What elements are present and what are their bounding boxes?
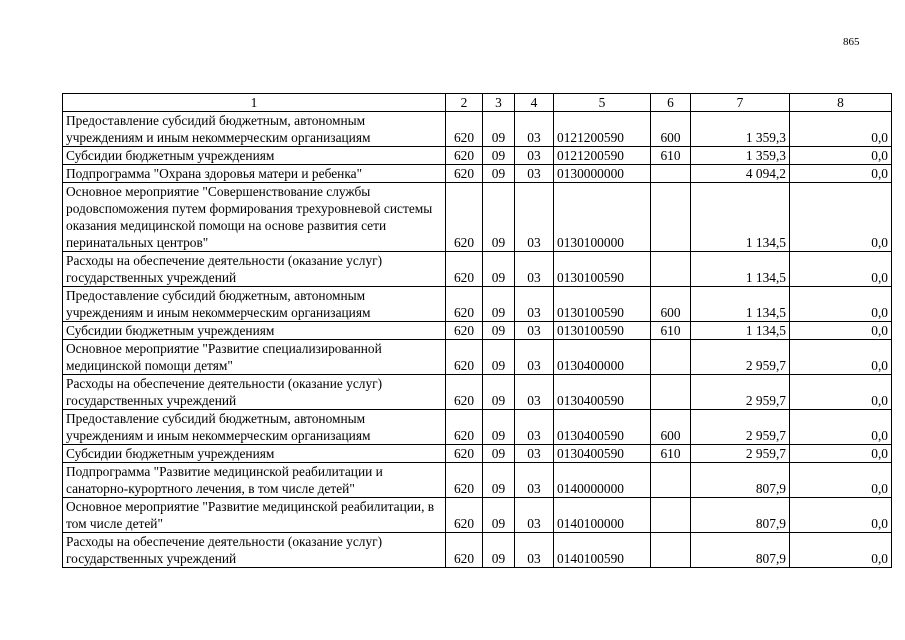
- row-subsection-code: 03: [515, 287, 554, 322]
- row-subsection-code: 03: [515, 498, 554, 533]
- row-amount-2: 0,0: [790, 165, 892, 183]
- row-expense-type: 610: [651, 147, 691, 165]
- row-name: Предоставление субсидий бюджетным, автономным учреждениям и иным некоммерческим организациям: [63, 287, 446, 322]
- row-name: Предоставление субсидий бюджетным, автономным учреждениям и иным некоммерческим организациям: [63, 410, 446, 445]
- row-subsection-code: 03: [515, 445, 554, 463]
- row-amount-2: 0,0: [790, 287, 892, 322]
- row-section-code: 09: [483, 147, 515, 165]
- row-ministry-code: 620: [446, 183, 483, 252]
- row-section-code: 09: [483, 340, 515, 375]
- row-target-code: 0130400590: [554, 445, 651, 463]
- row-amount: 4 094,2: [691, 165, 790, 183]
- row-amount: 1 359,3: [691, 147, 790, 165]
- table-row: [63, 183, 892, 252]
- row-section-code: 09: [483, 287, 515, 322]
- row-ministry-code: 620: [446, 112, 483, 147]
- row-expense-type: [651, 252, 691, 287]
- row-name: Основное мероприятие "Развитие специализированной медицинской помощи детям": [63, 340, 446, 375]
- row-subsection-code: 03: [515, 533, 554, 568]
- header-col-7: 7: [691, 94, 790, 112]
- row-subsection-code: 03: [515, 340, 554, 375]
- row-expense-type: [651, 165, 691, 183]
- row-target-code: 0121200590: [554, 147, 651, 165]
- row-expense-type: [651, 340, 691, 375]
- row-amount: 807,9: [691, 463, 790, 498]
- row-target-code: 0130100000: [554, 183, 651, 252]
- row-target-code: 0130000000: [554, 165, 651, 183]
- row-section-code: 09: [483, 322, 515, 340]
- row-name: Предоставление субсидий бюджетным, автономным учреждениям и иным некоммерческим организациям: [63, 112, 446, 147]
- row-amount-2: 0,0: [790, 375, 892, 410]
- row-subsection-code: 03: [515, 252, 554, 287]
- row-amount: 2 959,7: [691, 375, 790, 410]
- table-row: [63, 375, 892, 410]
- row-name: Расходы на обеспечение деятельности (оказание услуг) государственных учреждений: [63, 375, 446, 410]
- row-name: Субсидии бюджетным учреждениям: [63, 322, 446, 340]
- row-amount: 1 359,3: [691, 112, 790, 147]
- row-section-code: 09: [483, 498, 515, 533]
- row-section-code: 09: [483, 252, 515, 287]
- row-section-code: 09: [483, 375, 515, 410]
- row-ministry-code: 620: [446, 375, 483, 410]
- row-amount: 2 959,7: [691, 410, 790, 445]
- row-ministry-code: 620: [446, 498, 483, 533]
- row-expense-type: 610: [651, 322, 691, 340]
- row-target-code: 0140100590: [554, 533, 651, 568]
- row-name: Расходы на обеспечение деятельности (оказание услуг) государственных учреждений: [63, 533, 446, 568]
- header-col-4: 4: [515, 94, 554, 112]
- row-amount-2: 0,0: [790, 463, 892, 498]
- row-amount-2: 0,0: [790, 252, 892, 287]
- page-number: 865: [843, 36, 860, 48]
- row-amount: 1 134,5: [691, 287, 790, 322]
- table-row: [63, 533, 892, 568]
- row-name: Расходы на обеспечение деятельности (оказание услуг) государственных учреждений: [63, 252, 446, 287]
- row-target-code: 0140000000: [554, 463, 651, 498]
- row-amount: 1 134,5: [691, 322, 790, 340]
- row-expense-type: 600: [651, 112, 691, 147]
- row-amount: 807,9: [691, 533, 790, 568]
- table-row: [63, 445, 892, 463]
- row-name: Подпрограмма "Развитие медицинской реабилитации и санаторно-курортного лечения, в том числе детей": [63, 463, 446, 498]
- row-ministry-code: 620: [446, 445, 483, 463]
- row-amount: 807,9: [691, 498, 790, 533]
- table-row: [63, 287, 892, 322]
- table-row: [63, 252, 892, 287]
- row-expense-type: 600: [651, 287, 691, 322]
- row-amount-2: 0,0: [790, 112, 892, 147]
- row-expense-type: [651, 183, 691, 252]
- header-row: [63, 94, 892, 112]
- row-target-code: 0121200590: [554, 112, 651, 147]
- row-ministry-code: 620: [446, 322, 483, 340]
- row-name: Основное мероприятие "Развитие медицинской реабилитации, в том числе детей": [63, 498, 446, 533]
- row-ministry-code: 620: [446, 410, 483, 445]
- header-col-8: 8: [790, 94, 892, 112]
- row-expense-type: [651, 375, 691, 410]
- table-row: [63, 322, 892, 340]
- row-target-code: 0130100590: [554, 322, 651, 340]
- row-amount-2: 0,0: [790, 322, 892, 340]
- header-col-3: 3: [483, 94, 515, 112]
- row-amount-2: 0,0: [790, 445, 892, 463]
- row-expense-type: [651, 463, 691, 498]
- row-section-code: 09: [483, 183, 515, 252]
- row-expense-type: [651, 498, 691, 533]
- row-amount-2: 0,0: [790, 533, 892, 568]
- table-row: [63, 112, 892, 147]
- row-amount-2: 0,0: [790, 183, 892, 252]
- table-row: [63, 463, 892, 498]
- table-row: [63, 165, 892, 183]
- row-ministry-code: 620: [446, 252, 483, 287]
- row-target-code: 0130400590: [554, 375, 651, 410]
- header-col-1: 1: [63, 94, 446, 112]
- row-target-code: 0140100000: [554, 498, 651, 533]
- header-col-2: 2: [446, 94, 483, 112]
- header-col-5: 5: [554, 94, 651, 112]
- row-target-code: 0130400590: [554, 410, 651, 445]
- row-section-code: 09: [483, 445, 515, 463]
- row-name: Субсидии бюджетным учреждениям: [63, 147, 446, 165]
- row-name: Подпрограмма "Охрана здоровья матери и ребенка": [63, 165, 446, 183]
- row-subsection-code: 03: [515, 410, 554, 445]
- row-section-code: 09: [483, 165, 515, 183]
- row-subsection-code: 03: [515, 147, 554, 165]
- row-expense-type: [651, 533, 691, 568]
- row-subsection-code: 03: [515, 463, 554, 498]
- table-row: [63, 498, 892, 533]
- header-col-6: 6: [651, 94, 691, 112]
- row-amount: 1 134,5: [691, 252, 790, 287]
- row-amount-2: 0,0: [790, 410, 892, 445]
- row-name: Основное мероприятие "Совершенствование службы родовспоможения путем формирования трехуровневой системы оказания медицинской помощи на основе развития сети перинатальных центров": [63, 183, 446, 252]
- row-ministry-code: 620: [446, 147, 483, 165]
- row-section-code: 09: [483, 463, 515, 498]
- row-section-code: 09: [483, 410, 515, 445]
- row-target-code: 0130400000: [554, 340, 651, 375]
- row-subsection-code: 03: [515, 112, 554, 147]
- row-expense-type: 610: [651, 445, 691, 463]
- row-amount: 1 134,5: [691, 183, 790, 252]
- row-target-code: 0130100590: [554, 252, 651, 287]
- table-row: [63, 147, 892, 165]
- row-ministry-code: 620: [446, 463, 483, 498]
- row-section-code: 09: [483, 112, 515, 147]
- row-expense-type: 600: [651, 410, 691, 445]
- row-amount-2: 0,0: [790, 340, 892, 375]
- table-row: [63, 340, 892, 375]
- row-ministry-code: 620: [446, 287, 483, 322]
- row-subsection-code: 03: [515, 165, 554, 183]
- budget-table: [62, 93, 892, 568]
- row-amount: 2 959,7: [691, 340, 790, 375]
- row-subsection-code: 03: [515, 375, 554, 410]
- row-subsection-code: 03: [515, 322, 554, 340]
- row-ministry-code: 620: [446, 533, 483, 568]
- row-section-code: 09: [483, 533, 515, 568]
- row-ministry-code: 620: [446, 165, 483, 183]
- row-amount: 2 959,7: [691, 445, 790, 463]
- row-amount-2: 0,0: [790, 498, 892, 533]
- row-subsection-code: 03: [515, 183, 554, 252]
- table-row: [63, 410, 892, 445]
- row-ministry-code: 620: [446, 340, 483, 375]
- row-name: Субсидии бюджетным учреждениям: [63, 445, 446, 463]
- row-target-code: 0130100590: [554, 287, 651, 322]
- row-amount-2: 0,0: [790, 147, 892, 165]
